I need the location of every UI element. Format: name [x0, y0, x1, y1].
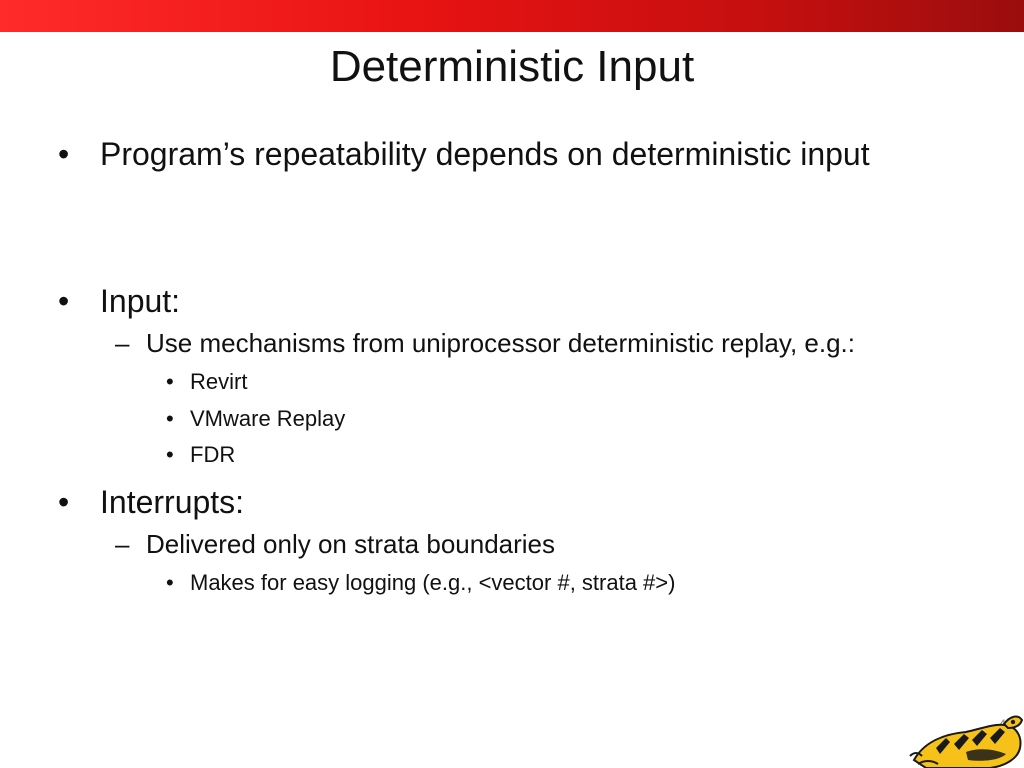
sub-bullet-text: Use mechanisms from uniprocessor deterministic replay, e.g.: [146, 328, 855, 358]
bullet-marker: • [58, 136, 70, 172]
sub-sub-bullet-text: VMware Replay [190, 406, 346, 431]
sub-sub-bullet-marker: • [166, 369, 174, 394]
sub-sub-bullet-marker: • [166, 442, 174, 467]
sub-sub-bullet-marker: • [166, 570, 174, 595]
sub-sub-bullet-text: Makes for easy logging (e.g., <vector #, strata #>) [190, 570, 676, 595]
sub-bullet-marker: – [115, 328, 130, 358]
bullet-text: Interrupts: [100, 484, 245, 520]
header-bar [0, 0, 1024, 32]
logo-icon [906, 708, 1024, 768]
bullet-marker: • [58, 283, 70, 319]
slide-title: Deterministic Input [329, 42, 695, 91]
sub-sub-bullet-text: FDR [190, 442, 236, 467]
bullet-marker: • [58, 484, 70, 520]
sub-sub-bullet-marker: • [166, 406, 174, 431]
sub-bullet-text: Delivered only on strata boundaries [146, 529, 556, 559]
bullet-text: Input: [100, 283, 181, 319]
sub-bullet-marker: – [115, 529, 130, 559]
bullet-text: Program’s repeatability depends on deterministic input [100, 136, 870, 172]
sub-sub-bullet-text: Revirt [190, 369, 248, 394]
